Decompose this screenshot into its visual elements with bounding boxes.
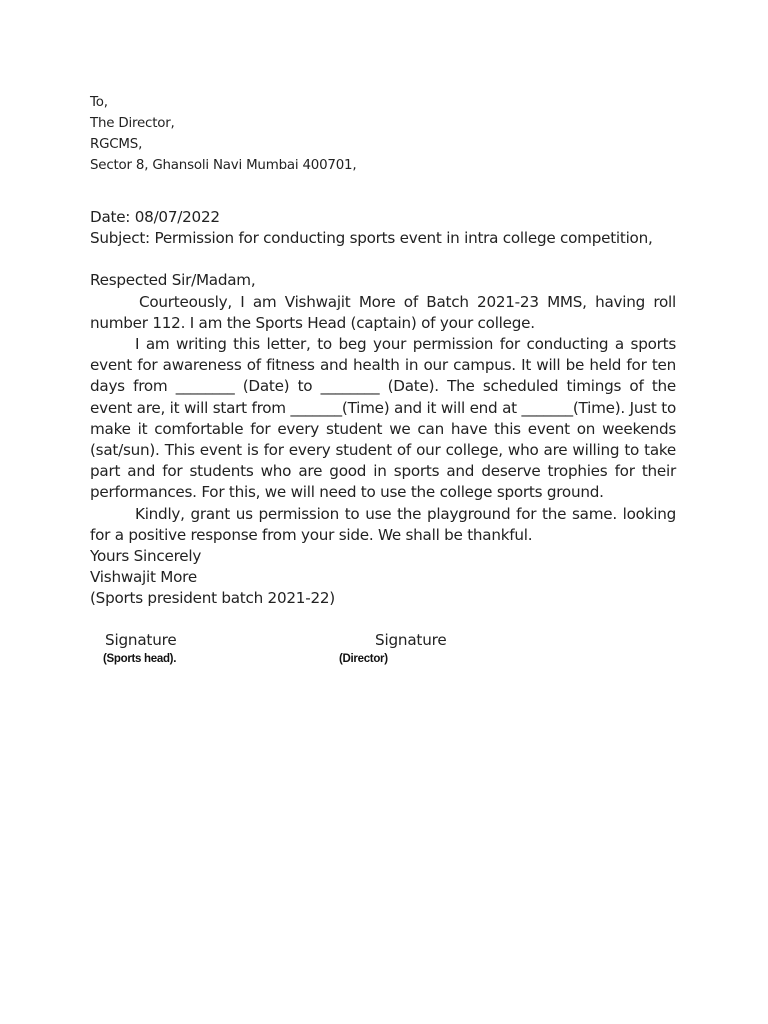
address-line-recipient: The Director, <box>90 116 175 131</box>
signature-role: (Director) <box>339 653 388 665</box>
letter-salutation: Respected Sir/Madam, <box>90 271 256 290</box>
signature-sports-head <box>105 630 176 667</box>
address-line-location: Sector 8, Ghansoli Navi Mumbai 400701, <box>90 158 357 173</box>
address-line-institution: RGCMS, <box>90 137 143 152</box>
signature-label: Signature <box>375 631 447 649</box>
letter-body <box>90 207 676 610</box>
signature-role: (Sports head). <box>103 653 177 665</box>
paragraph-introduction: Courteously, I am Vishwajit More of Batch 2021-23 MMS, having roll number 112. I am the Sports Head (captain) of your college. <box>90 292 676 332</box>
letter-subject: Subject: Permission for conducting sports event in intra college competition, <box>90 229 653 248</box>
paragraph-request: I am writing this letter, to beg your permission for conducting a sports event for awareness of fitness and health in our campus. It will be held for ten days from ________ (Date) to ________ (Date). The scheduled timings of the event are, it will start from _______(Time) and it will end at _______(Time). Just to make it comfortable for every student we can have this event on weekends (sat/sun). This event is for every student of our college, who are willing to take part and for students who are good in sports and deserve trophies for their performances. For this, we will need to use the college sports ground. <box>90 335 676 502</box>
paragraph-closing-request: Kindly, grant us permission to use the playground for the same. looking for a positive response from your side. We shall be thankful. <box>90 504 676 544</box>
signature-director <box>339 630 447 667</box>
recipient-address <box>90 92 356 176</box>
sender-title: (Sports president batch 2021-22) <box>90 589 335 608</box>
letter-date: Date: 08/07/2022 <box>90 208 220 226</box>
signature-label: Signature <box>105 631 177 649</box>
signature-block <box>0 630 768 680</box>
letter-closing: Yours Sincerely <box>90 547 202 566</box>
blank-line <box>90 249 676 270</box>
address-line-to: To, <box>90 95 108 110</box>
sender-name: Vishwajit More <box>90 568 197 587</box>
